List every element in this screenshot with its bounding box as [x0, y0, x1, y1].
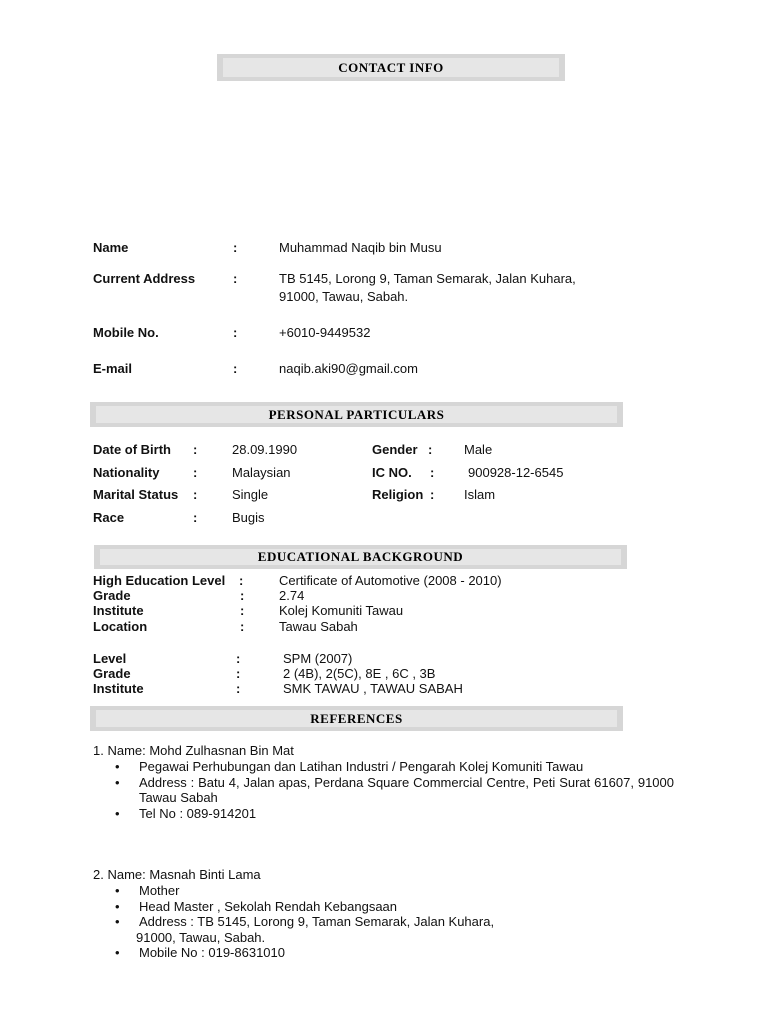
dob-colon: : — [193, 442, 198, 457]
race-value: Bugis — [232, 510, 265, 525]
location-label: Location — [93, 619, 148, 634]
reference-1-name: 1. Name: Mohd Zulhasnan Bin Mat — [93, 743, 294, 758]
name-value: Muhammad Naqib bin Musu — [279, 240, 442, 255]
educational-background-header — [94, 545, 627, 569]
religion-colon: : — [430, 487, 435, 502]
reference-2-address-cont: 91000, Tawau, Sabah. — [136, 930, 266, 945]
institute-value: Kolej Komuniti Tawau — [279, 603, 404, 618]
address-line-2: 91000, Tawau, Sabah. — [279, 289, 409, 304]
grade-value: 2.74 — [279, 588, 305, 603]
reference-2-details — [93, 883, 674, 930]
religion-value: Islam — [464, 487, 496, 502]
institute-2-label: Institute — [93, 681, 144, 696]
educational-background-title: EDUCATIONAL BACKGROUND — [257, 549, 464, 564]
reference-1-address: • Address : Batu 4, Jalan apas, Perdana Square Commercial Centre, Peti Surat 61607, 91000 Tawau Sabah — [93, 775, 674, 806]
ic-label: IC NO. — [372, 465, 412, 480]
email-value: naqib.aki90@gmail.com — [279, 361, 418, 376]
address-label: Current Address — [93, 271, 196, 286]
institute-2-value: SMK TAWAU , TAWAU SABAH — [283, 681, 463, 696]
mobile-label: Mobile No. — [93, 325, 159, 340]
reference-2-relation: • Mother — [93, 883, 674, 899]
reference-2-position: • Head Master , Sekolah Rendah Kebangsaan — [93, 899, 674, 915]
address-colon: : — [233, 271, 238, 286]
nationality-label: Nationality — [93, 465, 160, 480]
contact-info-title: CONTACT INFO — [338, 60, 444, 75]
race-colon: : — [193, 510, 198, 525]
ic-value: 900928-12-6545 — [468, 465, 564, 480]
high-level-colon: : — [239, 573, 244, 588]
grade-2-label: Grade — [93, 666, 131, 681]
level-value: SPM (2007) — [283, 651, 353, 666]
institute-label: Institute — [93, 603, 144, 618]
address-line-1: TB 5145, Lorong 9, Taman Semarak, Jalan Kuhara, — [279, 271, 576, 286]
references-title: REFERENCES — [310, 711, 403, 726]
location-colon: : — [240, 619, 245, 634]
email-label: E-mail — [93, 361, 133, 376]
reference-1-details — [93, 759, 674, 821]
mobile-colon: : — [233, 325, 238, 340]
grade-label: Grade — [93, 588, 131, 603]
grade-2-colon: : — [236, 666, 241, 681]
marital-colon: : — [193, 487, 198, 502]
reference-2-name: 2. Name: Masnah Binti Lama — [93, 867, 261, 882]
reference-2-address: • Address : TB 5145, Lorong 9, Taman Semarak, Jalan Kuhara, — [93, 914, 674, 930]
institute-2-colon: : — [236, 681, 241, 696]
high-level-value: Certificate of Automotive (2008 - 2010) — [279, 573, 502, 588]
institute-colon: : — [240, 603, 245, 618]
gender-label: Gender — [372, 442, 418, 457]
high-level-label: High Education Level — [93, 573, 226, 588]
gender-value: Male — [464, 442, 493, 457]
reference-2-contact — [93, 945, 674, 961]
dob-label: Date of Birth — [93, 442, 171, 457]
email-colon: : — [233, 361, 238, 376]
level-label: Level — [93, 651, 127, 666]
level-colon: : — [236, 651, 241, 666]
nationality-colon: : — [193, 465, 198, 480]
nationality-value: Malaysian — [232, 465, 291, 480]
contact-info-header — [217, 54, 565, 81]
name-colon: : — [233, 240, 238, 255]
grade-colon: : — [240, 588, 245, 603]
location-value: Tawau Sabah — [279, 619, 358, 634]
race-label: Race — [93, 510, 125, 525]
religion-label: Religion — [372, 487, 424, 502]
gender-colon: : — [428, 442, 433, 457]
mobile-value: +6010-9449532 — [279, 325, 371, 340]
references-header — [90, 706, 623, 731]
grade-2-value: 2 (4B), 2(5C), 8E , 6C , 3B — [283, 666, 436, 681]
ic-colon: : — [430, 465, 435, 480]
reference-1-tel: • Tel No : 089-914201 — [93, 806, 674, 822]
marital-label: Marital Status — [93, 487, 179, 502]
marital-value: Single — [232, 487, 269, 502]
reference-1-position: • Pegawai Perhubungan dan Latihan Industri / Pengarah Kolej Komuniti Tawau — [93, 759, 674, 775]
reference-2-mobile: • Mobile No : 019-8631010 — [93, 945, 674, 961]
name-label: Name — [93, 240, 129, 255]
personal-particulars-title: PERSONAL PARTICULARS — [268, 407, 445, 422]
dob-value: 28.09.1990 — [232, 442, 298, 457]
personal-particulars-header — [90, 402, 623, 427]
